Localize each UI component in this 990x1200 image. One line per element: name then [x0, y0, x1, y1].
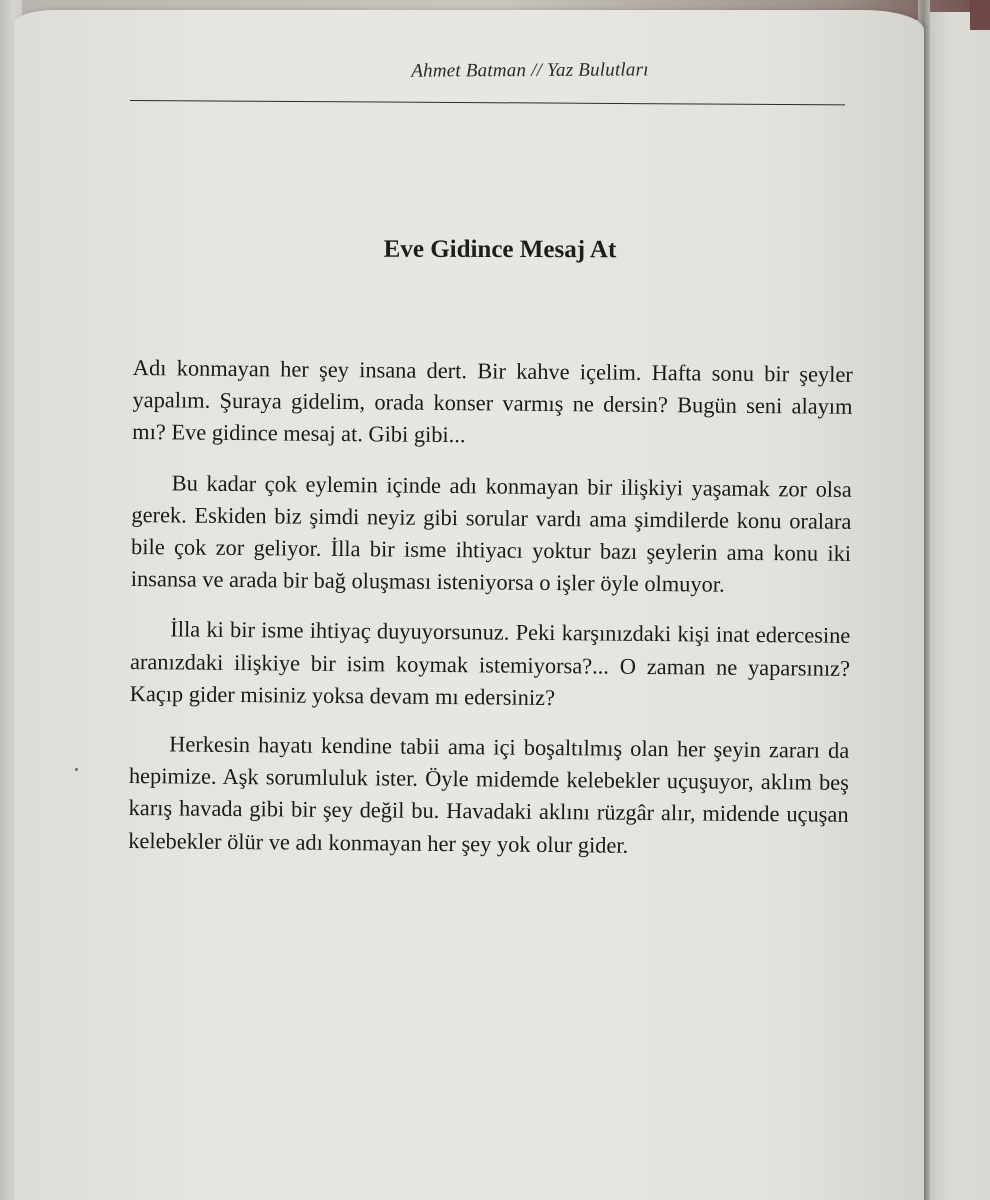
cover-edge: [970, 0, 990, 30]
paragraph-3: İlla ki bir isme ihtiyaç duyuyorsunuz. Peki karşınızdaki kişi inat edercesine aranızdaki ilişkiye bir isim koymak istemiyorsa?... O zaman ne yaparsınız? Kaçıp gider misiniz yoksa devam mı edersiniz?: [129, 616, 851, 710]
running-header: Ahmet Batman // Yaz Bulutları: [411, 59, 649, 82]
paragraph-4: Herkesin hayatı kendine tabii ama içi boşaltılmış olan her şeyin zararı da hepimize. Aşk sorumluluk ister. Öyle midemde kelebekler uçuşuyor, aklım beş karış havada gibi bir şey değil bu. Havadaki aklını rüzgâr alır, midende uçuşan kelebekler ölür ve adı konmayan her şey yok olur gider.: [128, 731, 850, 858]
chapter-body: [128, 352, 853, 882]
next-page-edge: [928, 12, 990, 1200]
paragraph-1: Adı konmayan her şey insana dert. Bir kahve içelim. Hafta sonu bir şeyler yapalım. Şuraya gidelim, orada konser varmış ne dersin? Bugün seni alayım mı? Eve gidince mesaj at. Gibi gibi...: [132, 354, 853, 448]
chapter-title: Eve Gidince Mesaj At: [383, 235, 617, 264]
paper-speck: [75, 768, 78, 771]
paragraph-2: Bu kadar çok eylemin içinde adı konmayan bir ilişkiyi yaşamak zor olsa gerek. Eskiden biz şimdi neyiz gibi sorular vardı ama şimdilerde konu oralara bile çok zor geliyor. İlla bir isme ihtiyacı yoktur bazı şeylerin ama konu iki insansa ve arada bir bağ oluşması isteniyorsa o işler öyle olmuyor.: [130, 469, 852, 597]
